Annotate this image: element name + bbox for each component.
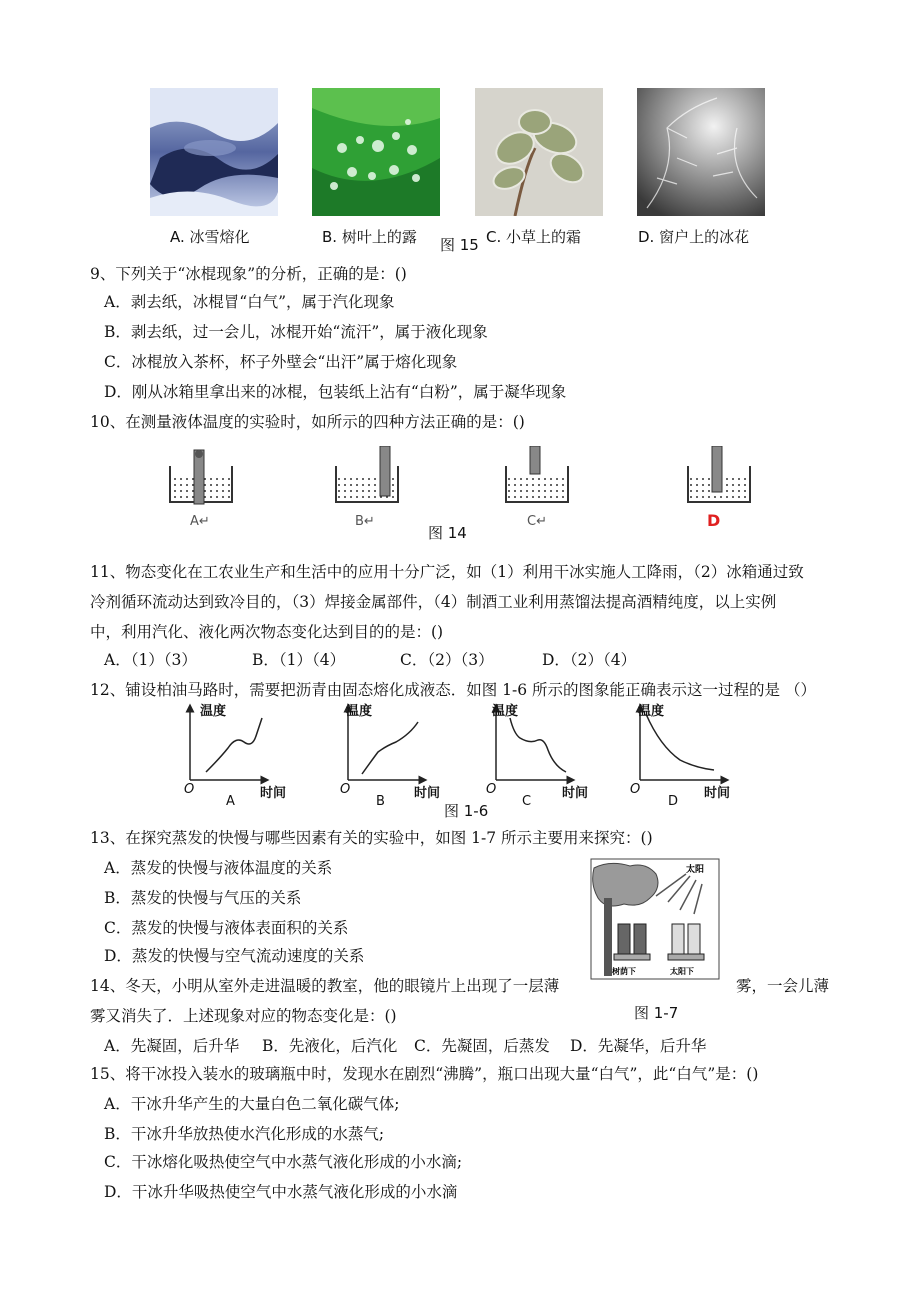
graph-a-ylabel: 温度 (200, 704, 227, 719)
graph-c-xlabel: 时间 (562, 786, 589, 801)
beaker-label-d: D (707, 511, 721, 530)
q14-line-1a: 14、冬天，小明从室外走进温暖的教室，他的眼镜片上出现了一层薄 (90, 977, 560, 995)
figure-1-6-caption: 图 1-6 (444, 802, 489, 820)
q10-stem: 10、在测量液体温度的实验时，如所示的四种方法正确的是：() (90, 413, 525, 431)
frost-on-grass-photo (475, 88, 603, 216)
q15-stem: 15、将干冰投入装水的玻璃瓶中时，发现水在剧烈“沸腾”，瓶口出现大量“白气”，此“白气”是：() (90, 1065, 759, 1083)
q9-stem: 9、下列关于“冰棍现象”的分析，正确的是：() (90, 265, 407, 283)
q14-line-1b: 雾，一会儿薄 (736, 977, 830, 995)
q13-option-c: C．蒸发的快慢与液体表面积的关系 (104, 919, 349, 937)
beaker-d (688, 446, 750, 502)
graph-b-xlabel: 时间 (414, 786, 441, 801)
graph-a-label: A (226, 794, 235, 809)
q14-line-2: 雾又消失了．上述现象对应的物态变化是：() (90, 1007, 397, 1025)
graph-d-xlabel: 时间 (704, 786, 731, 801)
figure-14-caption: 图 14 (428, 524, 467, 542)
graph-d-label: D (668, 794, 679, 809)
figure-1-7-caption: 图 1-7 (634, 1004, 679, 1022)
graph-a-origin: O (184, 782, 195, 797)
graph-b-ylabel: 温度 (346, 704, 373, 719)
graph-c-ylabel: 温度 (492, 704, 519, 719)
photo-label-b: B. 树叶上的露 (322, 228, 417, 246)
q11-option-c: C．（2）（3） (400, 651, 494, 669)
q15-option-b: B．干冰升华放热使水汽化形成的水蒸气; (104, 1125, 385, 1143)
beaker-label-c: C↵ (527, 514, 547, 529)
graph-b-origin: O (340, 782, 351, 797)
q15-option-c: C．干冰熔化吸热使空气中水蒸气液化形成的小水滴; (104, 1153, 463, 1171)
graph-d-ylabel: 温度 (638, 704, 665, 719)
q14-option-c: C．先凝固，后蒸发 (414, 1037, 550, 1055)
q14-option-d: D．先凝华，后升华 (570, 1037, 707, 1055)
graph-d-origin: O (630, 782, 641, 797)
q15-option-a: A．干冰升华产生的大量白色二氧化碳气体; (104, 1095, 400, 1113)
q14-option-a: A．先凝固，后升华 (104, 1037, 240, 1055)
dew-on-leaf-photo (312, 88, 440, 216)
q9-option-a: A．剥去纸，冰棍冒“白气”，属于汽化现象 (104, 293, 395, 311)
graph-c-label: C (522, 794, 532, 809)
q11-option-d: D．（2）（4） (542, 651, 637, 669)
thermometer-beakers-figure (160, 446, 780, 516)
q13-stem: 13、在探究蒸发的快慢与哪些因素有关的实验中，如图 1-7 所示主要用来探究：() (90, 829, 653, 847)
q13-option-a: A．蒸发的快慢与液体温度的关系 (104, 859, 333, 877)
graph-a-xlabel: 时间 (260, 786, 287, 801)
q11-option-a: A．（1）（3） (104, 651, 197, 669)
q11-line-3: 中，利用汽化、液化两次物态变化达到目的的是：() (90, 623, 444, 641)
melting-ice-photo (150, 88, 278, 216)
q9-option-c: C．冰棍放入茶杯，杯子外壁会“出汗”属于熔化现象 (104, 353, 458, 371)
beaker-b (336, 446, 398, 502)
q15-option-d: D．干冰升华吸热使空气中水蒸气液化形成的小水滴 (104, 1183, 458, 1201)
photo-label-a: A. 冰雪熔化 (170, 228, 250, 246)
sun-label: 太阳 (686, 865, 705, 875)
photo-label-d: D. 窗户上的冰花 (638, 228, 750, 246)
photo-label-c: C. 小草上的霜 (486, 228, 582, 246)
q12-stem: 12、铺设柏油马路时，需要把沥青由固态熔化成液态．如图 1-6 所示的图象能正确表示这一过程的是 （） (90, 681, 816, 699)
beaker-label-a: A↵ (190, 514, 210, 529)
evaporation-experiment-figure (590, 858, 720, 980)
q9-option-b: B．剥去纸，过一会儿，冰棍开始“流汗”，属于液化现象 (104, 323, 488, 341)
sunny-label: 太阳下 (670, 967, 694, 976)
q11-line-1: 11、物态变化在工农业生产和生活中的应用十分广泛，如（1）利用干冰实施人工降雨，（2）冰箱通过致 (90, 563, 804, 581)
figure-15-caption: 图 15 (440, 236, 479, 254)
q9-option-d: D．刚从冰箱里拿出来的冰棍，包装纸上沾有“白粉”，属于凝华现象 (104, 383, 567, 401)
beaker-c (506, 446, 568, 502)
q13-option-b: B．蒸发的快慢与气压的关系 (104, 889, 302, 907)
q13-option-d: D．蒸发的快慢与空气流动速度的关系 (104, 947, 365, 965)
q11-line-2: 冷剂循环流动达到致冷目的，（3）焊接金属部件，（4）制酒工业利用蒸馏法提高酒精纯度，以上实例 (90, 593, 777, 611)
beaker-label-b: B↵ (355, 514, 375, 529)
ice-flower-window-photo (637, 88, 765, 216)
graph-c-origin: O (486, 782, 497, 797)
q14-option-b: B．先液化，后汽化 (262, 1037, 398, 1055)
shade-label: 树荫下 (612, 967, 636, 976)
q11-option-b: B．（1）（4） (252, 651, 346, 669)
beaker-a (170, 450, 232, 504)
graph-b-label: B (376, 794, 385, 809)
